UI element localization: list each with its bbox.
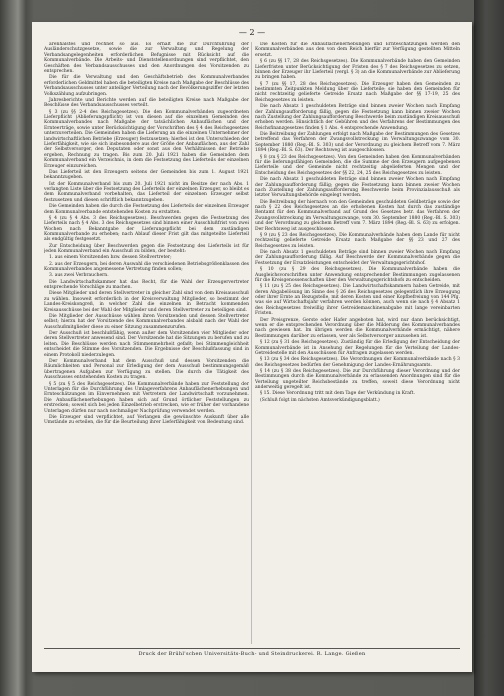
paragraph: Der Ausschuß ist beschlußfähig, wenn außer dem Vorsitzenden vier Mitglieder oder deren Stellvertreter anwesend sind. Der Vorsitzende hat die Sitzungen zu berufen und zu leiten. Die Beschlüsse werden nach Stimmenmehrheit gefaßt; bei Stimmengleichheit entscheidet die Stimme des Vorsitzenden. Die Ergebnisse der Beschlußfassung sind in einem Protokoll niederzulegen. (44, 331, 249, 358)
paragraph: Die nach Absatz 1 geschuldeten Beträge sind binnen zweier Wochen nach Empfang der Zahlungsaufforderung fällig; gegen die Festsetzung kann binnen zweier Wochen nach Zustellung der Zahlungsaufforderung Beschwerde beim Provinzialausschuß als letzter Verwaltungsbehörde eingelegt werden. (255, 177, 460, 199)
left-column (44, 42, 249, 644)
paragraph: § 7 (zu §§ 17, 28 des Reichsgesetzes). Die Erzeuger haben den Gemeinden zu bestimmten Zeitpunkten Meldung über die Lieferteile; sie haben den Gemeinden für nicht rechtzeitig gelieferte Getreide Ersatz nach Maßgabe der §§ 17-19, 25 des Reichsgesetzes zu leisten. (255, 81, 460, 103)
paragraph: (Schluß folgt im nächsten Amtsverkündigungsblatt.) (260, 397, 380, 403)
paragraph: 3. aus zwei Verbrauchern. (49, 273, 109, 279)
right-column (255, 42, 460, 644)
paragraph: Die Kosten für die Anbauflächenerhebungen und Ernteschätzungen werden den Kommunalverbänden aus den von dem Reich hierfür zur Verfügung gestellten Mitteln ersetzt. (255, 42, 460, 58)
paragraph: Die Landwirtschaftskammer hat das Recht, für die Wahl der Erzeugervertreter entsprechende Vorschläge zu machen. (44, 279, 249, 291)
paragraph: § 5 (zu § 5 des Reichsgesetzes). Die Kommunalverbände haben zur Feststellung der Unterlagen für die Durchführung des Umlageverfahrens Anbauflächenerhebungen und Ernteschätzungen im Einvernehmen mit Vertretern der Landwirtschaft vorzunehmen. Die Anbauflächenerhebungen haben sich auf Grund örtlicher Feststellungen zu erstrecken; soweit sich bei jeden Einzelbetrieb erstrecken, wie er früher der vorhandene Unterlagen dürfen nur nach nochmaliger Nachprüfung verwendet werden. (44, 381, 249, 414)
paragraph: § 15. Diese Verordnung tritt mit dem Tage der Verkündung in Kraft. (260, 391, 415, 397)
column-divider (251, 42, 252, 644)
paragraph: § 10 (zu § 29 des Reichsgesetzes). Die Kommunalverbände haben die Ausgleichsvorschriften unter Anwendung entsprechender Bestimmungen zugelassenen für die Kreisgenossenschaften über den Verwaltungsgerichtshofs zu entscheiden. (255, 267, 460, 283)
paragraph: § 14 (zu § 38 des Reichsgesetzes). Die zur Durchführung dieser Verordnung und der Bestimmungen durch die Kommunalverbände zu erlassenden Anordnungen sind für die Verteilung ungeteilter Reichsbestände zu treffen, soweit diese Verordnung nicht anderweitig geregelt ist. (255, 368, 460, 391)
paragraph: 2. aus der Erzeugern, bei deren Auswahl die verschiedenen Betriebsgrößenklassen des Kommunalverbandes angemessene Vertretung finden sollen; (44, 261, 249, 273)
paragraph: Ist der Kommunalverband bis zum 20. Juli 1921 nicht im Besitze der nach Abs. 1 verlangten Liste über die Festsetzung des Lieferteils der einzelnen Erzeuger, so bleibt es dem Kommunalverband vorbehalten, das Lieferteil der einzelnen Erzeuger selbst festzusetzen und diesen schriftlich bekanntzugeben. (44, 181, 249, 203)
paragraph: Die Mitglieder der Ausschüsse wählen ihren Vorsitzenden und dessen Stellvertreter selbst; hierzu hat der Vorsitzende des Kommunalverbandes alsbald nach der Wahl der Ausschußmitglieder diese zu einer Sitzung zusammenzurufen. (44, 313, 249, 330)
paragraph: § 8 (zu § 23 des Reichsgesetzes). Von den Gemeinden haben den Kommunalverbänden für die lieferungsfähigen Gemeinden, die die Summe der den Erzeugern aufgegebenen Lieferteile und der Gemeinde nicht rechtzeitig abgelieferten Mengen und der Entscheidung des Reichsgesetzes der §§ 22, 24, 25 des Reichsgesetzes zu leisten. (255, 154, 460, 176)
paragraph: Jahresberichte und Berichte werden auf die beteiligten Kreise nach Maßgabe der Beschlüsse des Verbandsausschusses verteilt. (44, 97, 249, 109)
paragraph: Die Beitreibung der Zahlungen erfolgt nach Maßgabe der Bestimmungen des Gesetzes betreffend das Verfahren der Zwangsvollstreckung im Verwaltungszwange vom 30. September 1880 (Reg.-Bl. S. 303) und der Verordnung zu gleichem Betreff vom 7. März 1894 (Reg.-Bl. S. 63). Der Rechtsweg ist ausgeschlossen. (255, 132, 460, 154)
printer-imprint: Druck der Brühl'schen Universitäts-Buch- und Steindruckerei. R. Lange. Gießen (138, 651, 366, 657)
page-number: — 2 — (238, 28, 266, 37)
document-page (32, 22, 472, 672)
footer-rule (44, 648, 460, 649)
paragraph: Die Erzeuger sind verpflichtet, auf Verlangen die gewünschte Auskunft über alle Umstände zu erteilen, die für die Beurteilung ihrer Lieferfähigkeit von Bedeutung sind. (44, 414, 249, 426)
paragraph: § 9 (zu § 23 des Reichsgesetzes). Die Kommunalverbände haben dem Lande für nicht rechtzeitig gelieferte Getreide Ersatz nach Maßgabe der §§ 23 und 27 des Reichsgesetzes zu leisten. (255, 232, 460, 249)
paragraph: § 13 (zu § 34 des Reichsgesetzes). Die Verordnungen der Kommunalverbände nach § 3 des Reichsgesetzes bedürfen der Genehmigung der Landes-Ernährungsamts. (255, 357, 460, 368)
paragraph: § 12 (zu § 31 des Reichsgesetzes). Zuständig für die Erledigung der Entscheidung der Kommunalverbände ist in Ansehung der Regelungen für die Verteilung der Landes-Getreidestelle mit den Ausschüssen für Anfragen zugelassen werden. (255, 340, 460, 356)
paragraph: Der Kommunalverband hat dem Ausschuß und dessen Vorsitzenden die Räumlichkeiten und Personal zur Erledigung der dem Ausschuß bestimmungsgemäß übertragenen Aufgaben zur Verfügung zu stellen. Die durch die Tätigkeit des Ausschusses entstehenden Kosten zu tragen. (44, 359, 249, 381)
paragraph: arenhalstes und rechnet so aus. Es erhält die zur Durchführung der Ausländerschutzgesetze, sowie die zur Verwaltung und Regelung der Verbandsangelegenheiten erforderlichen Befugnisse mit Rücksicht auf die Kommunalverbände. Die Arbeits- und Dienststellenordnungen sind verpflichtet, den Geschäften des Verbandsausschusses und den Anordnungen des Vorsitzenden zu entsprechen. (44, 42, 249, 75)
paragraph: § 3 (zu §§ 2-4 des Reichsgesetzes). Die den Kommunalverbänden zugeordneten Lieferpflicht (Ablieferungspflicht) ist von diesen auf die einzelnen Gemeinden des Kommunalverbandes nach Maßgabe der tatsächlichen Anbauflächen und der Ernteerträge, sowie unter Berücksichtigung der Vorschriften des § 4 des Reichsgesetzes unterzuverteilen. Die Gemeinden haben die Lieferung an die einzelnen Unternehmer der landwirtschaftlichen Betriebe (Erzeuger) festzusetzen; hierbei ist den Unterschieden der Lieferfähigkeit, wie sie sich insbesondere aus der Größe der Anbauflächen, aus der Zahl der Selbstversorger, den Deputaten oder sonst aus den Verhältnissen der Betriebe ergeben, Rechnung zu tragen. Bis zum 20. Juli 1921 haben die Gemeinden dem Kommunalverband ein Verzeichnis, in dem die Festsetzung des Lieferteils der einzelnen Erzeuger einzureichen. (44, 109, 249, 169)
paragraph: Diese Mitglieder und deren Stellvertreter in gleicher Zahl sind von dem Kreisausschuß zu wählen. Insoweit erforderlich in der Kreisverwaltung Mitglieder, so bestimmt der Landes-Kreiskongreß, in welcher Zahl die einzelnen in Betracht kommenden Kreisausschüsse bei der Wahl der Mitglieder und deren Stellvertreter zu beteiligen sind. (44, 291, 249, 313)
paragraph: Der Preisgrenze, Gerste oder Hafer angeboten hat, wird nur dann berücksichtigt, wenn er die entsprechenden Verordnung über die Milderung des Kommunalverbandes nach gewiesen hat. Im übrigen werden die Kommunalverbände ermächtigt, nähere Bestimmungen darüber zu erlassen, wer als Selbstversorger anzusehen ist. (255, 317, 460, 339)
paragraph: Zur Entscheidung über Beschwerden gegen die Festsetzung des Lieferteils ist für jeden Kommunalverband ein Ausschuß zu bilden, der besteht: (44, 243, 249, 255)
paragraph: Das Lieferteil ist den Erzeugern seitens der Gemeinden bis zum 1. August 1921 bekanntzugeben. (44, 169, 249, 181)
paragraph: Die nach Absatz 1 geschuldeten Beträge sind binnen zweier Wochen nach Empfang der Zahlungsaufforderung fällig, gegen die Festsetzung kann binnen zweier Wochen nach Zustellung der Zahlungsaufforderung Beschwerde beim zuständigen Kreisausschuß erhoben werden. Hinsichtlich der Gebühren und des Verfahrens der Bestimmungen des Reichsfinanzgesetzes finden § 1 Abs. 4 entsprechende Anwendung. (255, 104, 460, 131)
paragraph: Die Gemeinden haben die durch die Festsetzung des Lieferteils der einzelnen Erzeuger dem Kommunalverbande entstehenden Kosten zu erstatten. (44, 204, 249, 215)
paragraph: Die für die Verwaltung und den Geschäftsbetrieb des Kommunalverbandes erforderlichen Geldmittel haben die beteiligten Kreise nach Maßgabe der Beschlüsse des Verbandsausschusses unter anteiliger Verteilung nach der Bevölkerungsziffer der letzten Volkszählung aufzubringen. (44, 75, 249, 97)
paragraph: § 11 (zu § 25 des Reichsgesetzes). Die Landwirtschaftskammern haben Getreide, mit deren Abgabelösung im Sinne des § 26 des Reichsgesetzes gelegentlich ihre Erzeugung oder ihrer Ernte an Bezugstelle, mit deren Kosten und einer Kopfbefreiung von 144 Pfg. was sie auf Wirtschaftsjahr verfahren werden können, auch wenn sie nach § 4 Absatz 1 des Reichsgesetzes freiwillig ihrer Getreidemaschinenabgabe mit lange vereinbarten Fristen. (255, 284, 460, 317)
paragraph: Die nach Absatz 1 geschuldeten Beträge sind binnen zweier Wochen nach Empfang der Zahlungsaufforderung fällig. Auf Beschwerde der Kommunalverbände gegen die Festsetzung der Ersatzleistungen entscheidet der Verwaltungsgerichtshof. (255, 250, 460, 266)
book-binding (474, 0, 504, 696)
paragraph: Die Beitreibung der hiernach von den Gemeinden geschuldeten Geldbeträge sowie der nach § 22 des Reichsgesetzes an die erhobenen Kosten hat durch das zuständige Rentamt für den Kommunalverband auf Grund des Gesetzes betr. das Verfahren der Zwangsvollstreckung im Verwaltungszwange, vom 30. September 1880 (Reg.-Bl. S. 303) und der Verordnung zu gleichem Betreff vom 7. März 1894 (Reg.-Bl. S. 63) zu erfolgen. Der Rechtsweg ist ausgeschlossen. (255, 199, 460, 232)
paragraph: 1. aus einem Vorsitzenden bzw. dessen Stellvertreter; (49, 255, 172, 261)
paragraph: § 6 (zu §§ 17, 28 des Reichsgesetzes). Die Kommunalverbände haben den Gemeinden Lieferfristen unter Berücksichtigung der Fristen des § 7 des Reichsgesetzes zu setzen, binnen der Erzeuger ihr Lieferteil (vergl. § 3) an die Kommunalverbände zur Ablieferung zu bringen haben. (255, 59, 460, 81)
paragraph: § 4 (zu § 4 Abs. 3 des Reichsgesetzes). Beschwerden gegen die Festsetzung des Lieferteils nach § 4 Abs. 3 des Reichsgesetzes sind binnen einer Ausschlußfrist von zwei Wochen nach Bekanntgabe der Lieferungspflicht bei dem zuständigen Kommunalverbande zu erheben; nach Ablauf dieser Frist gilt das mitgeteilte Lieferteil als endgültig festgesetzt. (44, 215, 249, 243)
